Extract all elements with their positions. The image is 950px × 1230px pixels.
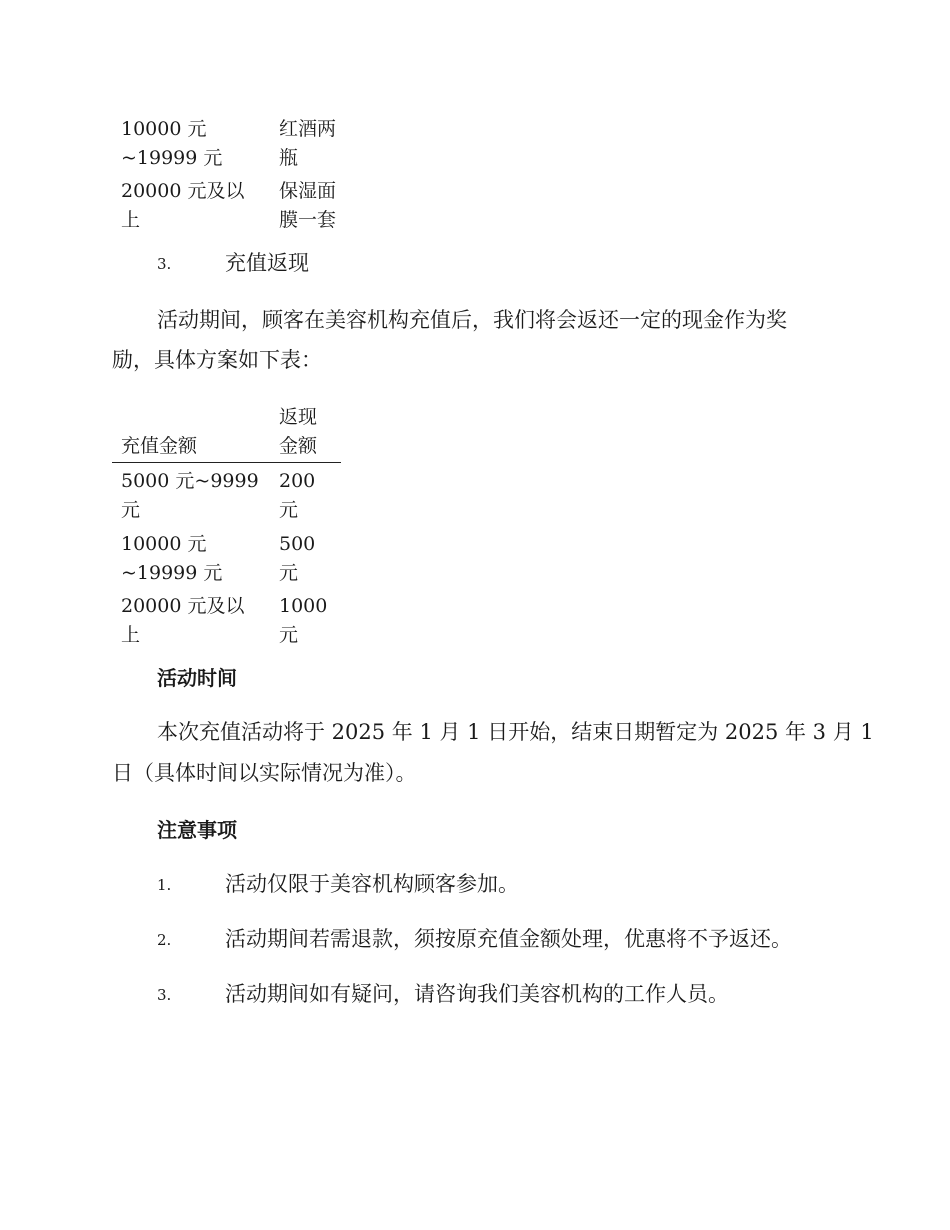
- gift-row-1-amount-line1: 10000 元: [121, 118, 207, 140]
- note-3-number: 3.: [157, 986, 172, 1004]
- cashback-row-2-cash-line1: 500: [279, 533, 316, 555]
- cashback-row-2-cash: [279, 530, 315, 588]
- cashback-row-1-cash-line1: 200: [279, 470, 316, 492]
- section3-number: 3.: [157, 255, 172, 273]
- cashback-header-line2: 金额: [279, 435, 318, 457]
- note-3-text: 活动期间如有疑问，请咨询我们美容机构的工作人员。: [225, 982, 729, 1006]
- gift-row-2-gift: [279, 177, 336, 235]
- cashback-row-1-amount-line1: 5000 元~9999: [121, 470, 259, 492]
- note-1-text: 活动仅限于美容机构顾客参加。: [225, 872, 519, 896]
- notes-heading: 注意事项: [157, 818, 237, 842]
- cashback-header-line1: 返现: [279, 406, 318, 428]
- cashback-row-2-amount-line2: ~19999 元: [121, 562, 223, 584]
- note-2-text: 活动期间若需退款，须按原充值金额处理，优惠将不予返还。: [225, 927, 792, 951]
- gift-row-2-gift-line2: 膜一套: [279, 209, 337, 231]
- gift-row-2-gift-line1: 保湿面: [279, 180, 337, 202]
- section3-title: 充值返现: [225, 251, 309, 275]
- cashback-row-2-amount: [121, 530, 222, 588]
- cashback-row-3-cash: [279, 592, 327, 650]
- gift-row-1-amount: [121, 115, 222, 173]
- note-1-number: 1.: [157, 876, 172, 894]
- activity-time-heading: 活动时间: [157, 666, 237, 690]
- cashback-row-1-cash-line2: 元: [279, 499, 299, 521]
- gift-row-1-gift: [279, 115, 336, 173]
- activity-time-line2: 日（具体时间以实际情况为准）。: [112, 761, 417, 785]
- cashback-row-3-cash-line2: 元: [279, 624, 299, 646]
- table-header-rule: [112, 462, 341, 463]
- gift-row-2-amount-line2: 上: [121, 209, 141, 231]
- cashback-row-1-amount-line2: 元: [121, 499, 141, 521]
- cashback-row-3-cash-line1: 1000: [279, 595, 328, 617]
- cashback-row-2-amount-line1: 10000 元: [121, 533, 207, 555]
- note-2-number: 2.: [157, 931, 172, 949]
- gift-row-1-gift-line1: 红酒两: [279, 118, 337, 140]
- section3-para-line1: 活动期间，顾客在美容机构充值后，我们将会返还一定的现金作为奖: [157, 308, 787, 332]
- cashback-row-2-cash-line2: 元: [279, 562, 299, 584]
- cashback-row-3-amount: [121, 592, 244, 650]
- cashback-header-amount: 充值金额: [121, 435, 198, 457]
- gift-row-1-gift-line2: 瓶: [279, 147, 299, 169]
- gift-row-2-amount-line1: 20000 元及以: [121, 180, 245, 202]
- cashback-row-1-amount: [121, 467, 259, 525]
- cashback-row-3-amount-line2: 上: [121, 624, 141, 646]
- cashback-row-1-cash: [279, 467, 315, 525]
- section3-para-line2: 励，具体方案如下表：: [112, 348, 322, 372]
- activity-time-line1: 本次充值活动将于 2025 年 1 月 1 日开始，结束日期暂定为 2025 年 3 月 1: [157, 720, 874, 744]
- cashback-header-cashback: [279, 403, 317, 461]
- gift-row-1-amount-line2: ~19999 元: [121, 147, 223, 169]
- cashback-row-3-amount-line1: 20000 元及以: [121, 595, 245, 617]
- gift-row-2-amount: [121, 177, 244, 235]
